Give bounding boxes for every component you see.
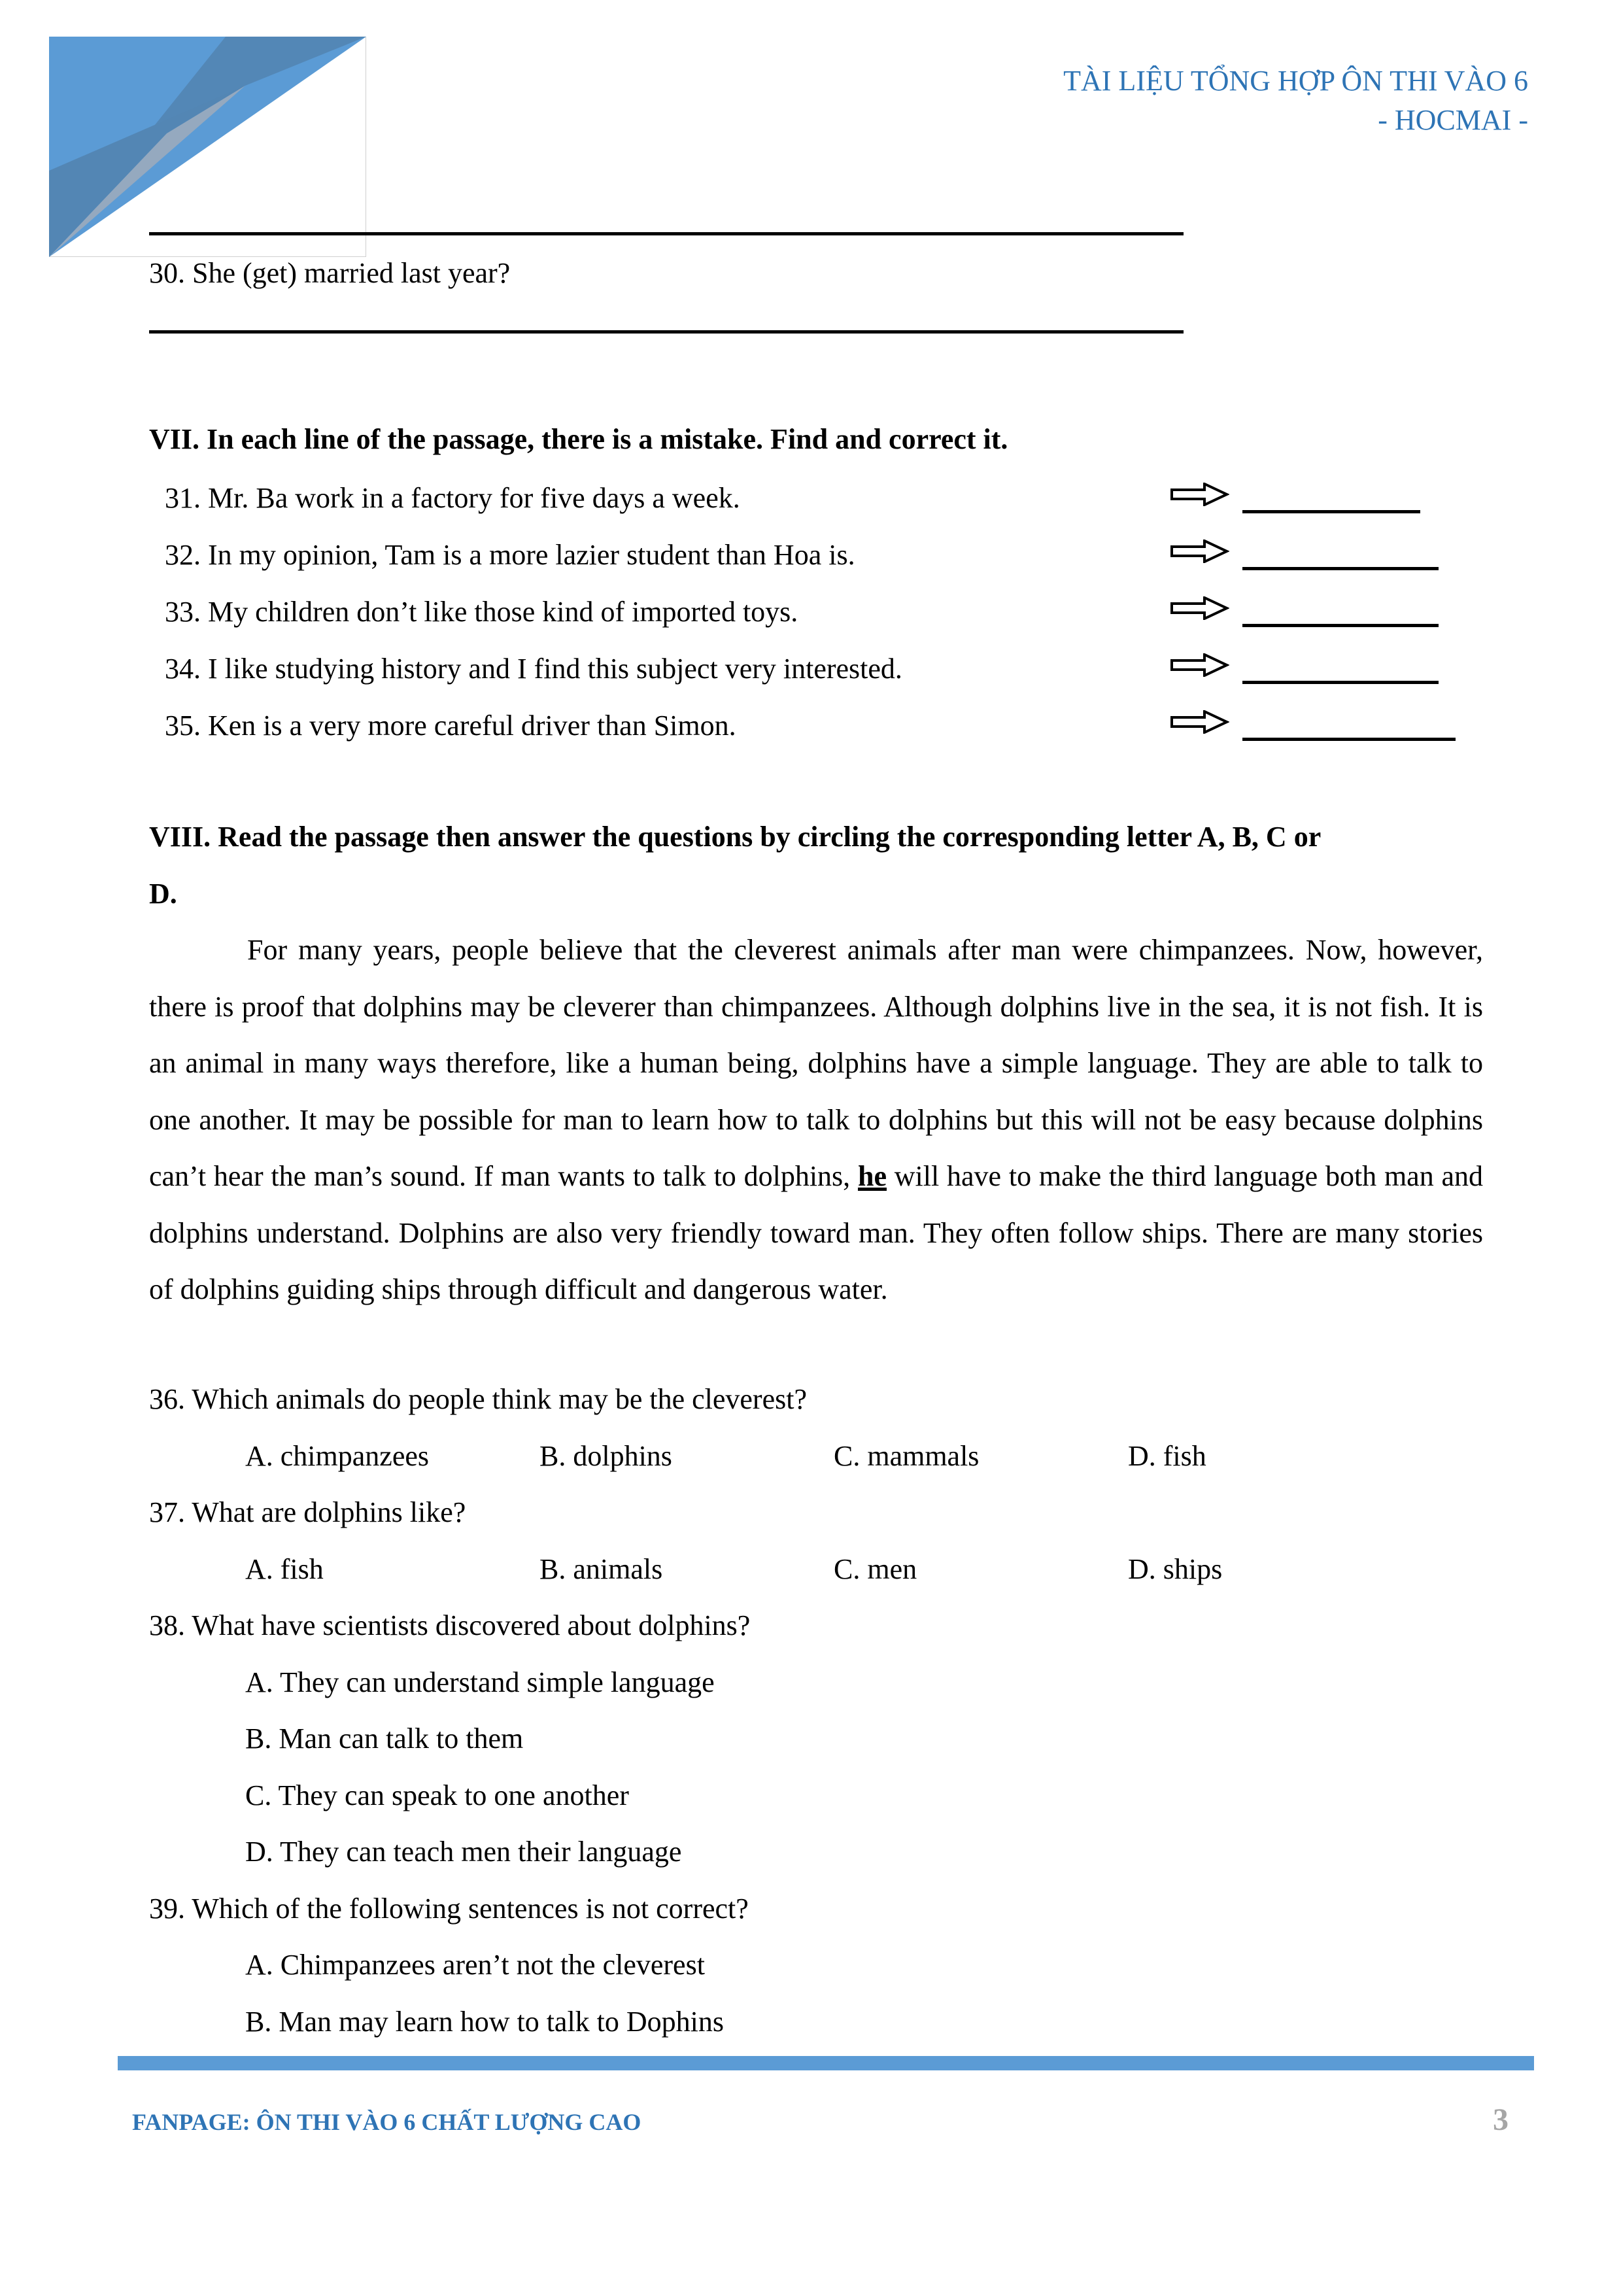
- passage-text-after: will have to make the third language both man and dolphins understand. Dolphins are also very friendly toward man. They often follow ships. There are many stories of dolphins guiding ships through difficult and dangerous water.: [149, 1160, 1484, 1305]
- question-37: 37. What are dolphins like?: [149, 1496, 466, 1528]
- option-36-d[interactable]: D. fish: [1128, 1440, 1206, 1472]
- question-39: 39. Which of the following sentences is not correct?: [149, 1893, 749, 1925]
- right-arrow-icon: [1170, 596, 1229, 620]
- header-corner-graphic: [49, 37, 366, 257]
- answer-blank-32[interactable]: [1242, 567, 1439, 570]
- right-arrow-icon: [1170, 653, 1229, 677]
- option-38-a[interactable]: A. They can understand simple language: [245, 1666, 715, 1698]
- correction-item-32: 32. In my opinion, Tam is a more lazier student than Hoa is.: [165, 539, 855, 571]
- option-36-a[interactable]: A. chimpanzees: [245, 1440, 429, 1472]
- option-38-d[interactable]: D. They can teach men their language: [245, 1836, 682, 1868]
- correction-item-35: 35. Ken is a very more careful driver than Simon.: [165, 710, 736, 742]
- option-38-b[interactable]: B. Man can talk to them: [245, 1722, 524, 1755]
- option-36-c[interactable]: C. mammals: [834, 1440, 980, 1472]
- correction-item-33: 33. My children don’t like those kind of imported toys.: [165, 596, 798, 628]
- option-37-c[interactable]: C. men: [834, 1553, 917, 1585]
- footer-fanpage[interactable]: FANPAGE: ÔN THI VÀO 6 CHẤT LƯỢNG CAO: [132, 2109, 641, 2135]
- option-36-b[interactable]: B. dolphins: [539, 1440, 672, 1472]
- page-number: 3: [1493, 2102, 1509, 2137]
- footer-bar: [118, 2056, 1534, 2070]
- option-39-a[interactable]: A. Chimpanzees aren’t not the cleverest: [245, 1949, 705, 1981]
- answer-blank-35[interactable]: [1242, 738, 1456, 741]
- answer-blank-31[interactable]: [1242, 510, 1420, 513]
- correction-item-31: 31. Mr. Ba work in a factory for five days a week.: [165, 482, 740, 514]
- section-7-heading: VII. In each line of the passage, there is a mistake. Find and correct it.: [149, 423, 1008, 455]
- header-title: TÀI LIỆU TỔNG HỢP ÔN THI VÀO 6: [1063, 65, 1528, 97]
- answer-line-30[interactable]: [149, 330, 1184, 334]
- correction-item-34: 34. I like studying history and I find this subject very interested.: [165, 653, 902, 685]
- right-arrow-icon: [1170, 540, 1229, 563]
- question-36: 36. Which animals do people think may be the cleverest?: [149, 1383, 807, 1415]
- passage-text-before: For many years, people believe that the cleverest animals after man were chimpanzees. Now, however, there is proof that dolphins may be cleverer than chimpanzees. Although dolphins live in the sea, it is not fish. It is an animal in many ways therefore, like a human being, dolphins have a simple language. They are able to talk to one another. It may be possible for man to learn how to talk to dolphins but this will not be easy because dolphins can’t hear the man’s sound. If man wants to talk to dolphins,: [149, 934, 1483, 1192]
- option-37-d[interactable]: D. ships: [1128, 1553, 1223, 1585]
- option-37-b[interactable]: B. animals: [539, 1553, 663, 1585]
- right-arrow-icon: [1170, 710, 1229, 734]
- option-37-a[interactable]: A. fish: [245, 1553, 324, 1585]
- option-39-b[interactable]: B. Man may learn how to talk to Dophins: [245, 2006, 725, 2038]
- section-8-heading-line1: VIII. Read the passage then answer the questions by circling the corresponding letter A, B, C or: [149, 821, 1322, 853]
- section-8-heading-line2: D.: [149, 878, 177, 910]
- question-30: 30. She (get) married last year?: [149, 257, 511, 289]
- right-arrow-icon: [1170, 483, 1229, 506]
- answer-line-29[interactable]: [149, 232, 1184, 235]
- passage-highlighted-word: he: [857, 1160, 887, 1192]
- question-38: 38. What have scientists discovered about dolphins?: [149, 1609, 751, 1641]
- answer-blank-33[interactable]: [1242, 624, 1439, 627]
- answer-blank-34[interactable]: [1242, 681, 1439, 684]
- option-38-c[interactable]: C. They can speak to one another: [245, 1779, 629, 1811]
- header-subtitle: - HOCMAI -: [1378, 104, 1528, 136]
- reading-passage: [149, 922, 1483, 1318]
